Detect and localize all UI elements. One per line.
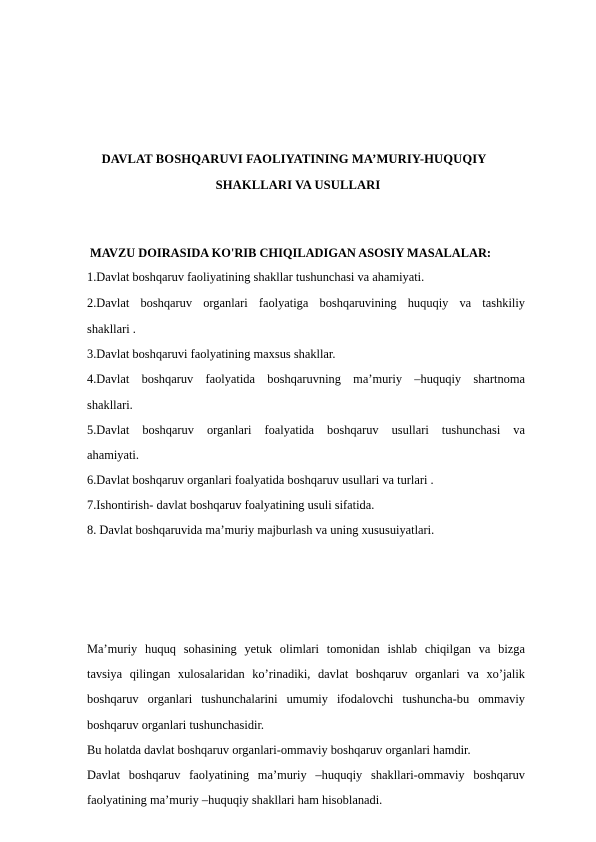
body-line: Ma’muriy huquq sohasining yetuk olimlari tomonidan ishlab chiqilgan va bizga — [87, 642, 525, 656]
topic-line: 7.Ishontirish- davlat boshqaruv foalyatining usuli sifatida. — [87, 498, 375, 512]
topic-line: 3.Davlat boshqaruvi faolyatining maxsus shakllar. — [87, 347, 336, 361]
topic-line: ahamiyati. — [87, 448, 139, 462]
topic-line: 6.Davlat boshqaruv organlari foalyatida boshqaruv usullari va turlari . — [87, 473, 434, 487]
body-line: Davlat boshqaruv faolyatining ma’muriy –huquqiy shakllari-ommaviy boshqaruv — [87, 768, 525, 782]
topic-line: shakllari . — [87, 322, 136, 336]
topic-line: 4.Davlat boshqaruv faolyatida boshqaruvning ma’muriy –huquqiy shartnoma — [87, 372, 525, 386]
body-line: tavsiya qilingan xulosalaridan ko’rinadiki, davlat boshqaruv organlari va xo’jalik — [87, 667, 525, 681]
topics-heading: MAVZU DOIRASIDA KO'RIB CHIQILADIGAN ASOSIY MASALALAR: — [90, 246, 492, 260]
topic-line: 2.Davlat boshqaruv organlari faolyatiga boshqaruvining huquqiy va tashkiliy — [87, 296, 525, 310]
topic-line: 1.Davlat boshqaruv faoliyatining shakllar tushunchasi va ahamiyati. — [87, 270, 425, 284]
title-line-2: SHAKLLARI VA USULLARI — [215, 178, 381, 192]
topic-line: shakllari. — [87, 398, 133, 412]
topic-line: 8. Davlat boshqaruvida ma’muriy majburlash va uning xususuiyatlari. — [87, 523, 435, 537]
topic-line: 5.Davlat boshqaruv organlari foalyatida boshqaruv usullari tushunchasi va — [87, 423, 525, 437]
body-line: boshqaruv organlari tushunchasidir. — [87, 718, 264, 732]
title-line-1: DAVLAT BOSHQARUVI FAOLIYATINING MA’MURIY-HUQUQIY — [101, 152, 487, 166]
body-line: faolyatining ma’muriy –huquqiy shakllari ham hisoblanadi. — [87, 793, 383, 807]
body-line: Bu holatda davlat boshqaruv organlari-ommaviy boshqaruv organlari hamdir. — [87, 743, 471, 757]
body-line: boshqaruv organlari tushunchalarini umumiy ifodalovchi tushuncha-bu ommaviy — [87, 692, 525, 706]
